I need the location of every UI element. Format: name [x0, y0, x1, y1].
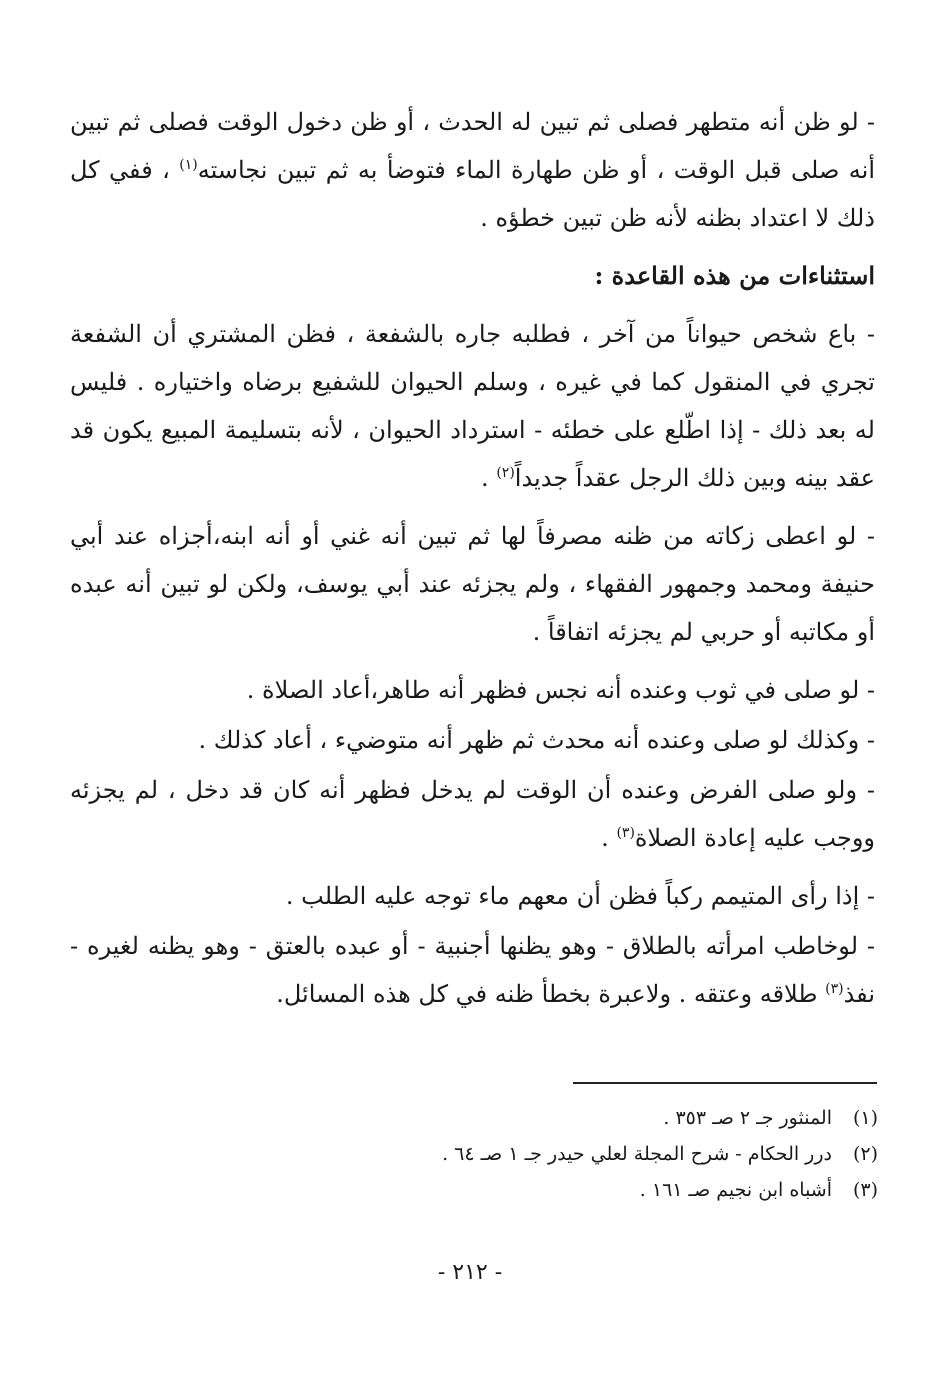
footnote-text: أشباه ابن نجيم صـ ١٦١ . — [639, 1179, 832, 1201]
footnote-ref-3: (٣) — [616, 825, 635, 841]
footnotes — [318, 1100, 878, 1208]
paragraph-1: - لو ظن أنه متطهر فصلى ثم تبين له الحدث ، أو ظن دخول الوقت فصلى ثم تبين أنه صلى قبل الوقت ، أو ظن طهارة الماء فتوضأ به ثم تبين نجاسته$^{(١)}$ ، ففي كل ذلك لا اعتداد بظنه لأنه ظن تبين خطؤه . — [70, 108, 875, 232]
footnote-text: درر الحكام - شرح المجلة لعلي حيدر جـ ١ صـ ٦٤ . — [442, 1143, 832, 1165]
section-heading: استثناءات من هذه القاعدة : — [594, 261, 875, 290]
paragraph-7: - إذا رأى المتيمم ركباً فظن أن معهم ماء توجه عليه الطلب . — [285, 882, 875, 910]
footnote-3 — [318, 1172, 878, 1208]
footnote-number: (٢) — [852, 1143, 878, 1165]
paragraph-3: - لو اعطى زكاته من ظنه مصرفاً لها ثم تبين أنه غني أو أنه ابنه،أجزاه عند أبي حنيفة ومحمد وجمهور الفقهاء ، ولم يجزئه عند أبي يوسف، ولكن لو تبين أنه عبده أو مكاتبه أو حربي لم يجزئه اتفاقاً . — [70, 522, 875, 646]
paragraph-5: - وكذلك لو صلى وعنده أنه محدث ثم ظهر أنه متوضيء ، أعاد كذلك . — [198, 726, 875, 754]
footnote-2 — [318, 1136, 878, 1172]
paragraph-8: - لوخاطب امرأته بالطلاق - وهو يظنها أجنبية - أو عبده بالعتق - وهو يظنه لغيره - نفذ$^{(٣)}$ طلاقه وعتقه . ولاعبرة بخطأ ظنه في كل هذه المسائل. — [70, 932, 875, 1008]
paragraph-4: - لو صلى في ثوب وعنده أنه نجس فظهر أنه طاهر،أعاد الصلاة . — [246, 676, 875, 704]
footnote-number: (١) — [852, 1107, 878, 1129]
footnote-ref-2: (٢) — [496, 465, 515, 481]
footnote-text: المنثور جـ ٢ صـ ٣٥٣ . — [663, 1107, 832, 1129]
footnote-ref-1: (١) — [179, 157, 198, 173]
page-number: - ٢١٢ - — [437, 1260, 503, 1285]
footnote-1 — [318, 1100, 878, 1136]
paragraph-6: - ولو صلى الفرض وعنده أن الوقت لم يدخل فظهر أنه كان قد دخل ، لم يجزئه ووجب عليه إعادة الصلاة$^{(٣)}$ . — [70, 776, 875, 852]
main-text — [70, 98, 875, 1028]
footnote-ref-4: (٣) — [825, 981, 844, 997]
paragraph-2: - باع شخص حيواناً من آخر ، فطلبه جاره بالشفعة ، فظن المشتري أن الشفعة تجري في المنقول كما في غيره ، وسلم الحيوان للشفيع برضاه واختياره . فليس له بعد ذلك - إذا اطّلع على خطئه - استرداد الحيوان ، لأنه بتسليمة المبيع يكون قد عقد بينه وبين ذلك الرجل عقداً جديداً$^{(٢)}$ . — [70, 320, 875, 492]
footnote-number: (٣) — [852, 1179, 878, 1201]
footnote-divider — [573, 1082, 877, 1084]
